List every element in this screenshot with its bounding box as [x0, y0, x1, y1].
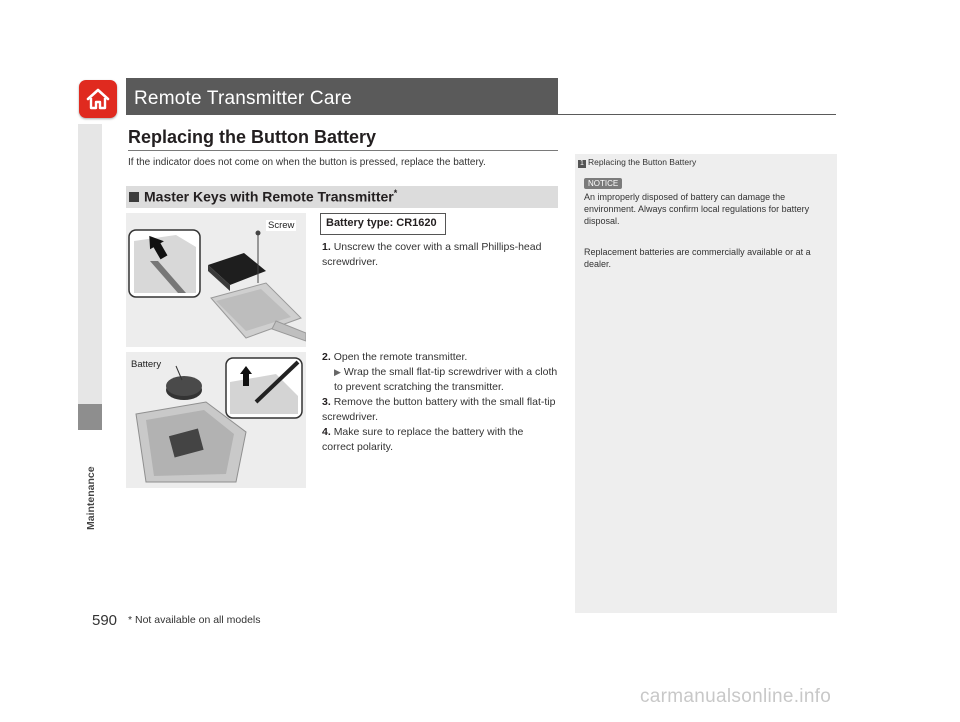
step-4: 4. Make sure to replace the battery with the correct polarity. — [322, 426, 524, 453]
page-title: Remote Transmitter Care — [134, 88, 352, 109]
intro-text: If the indicator does not come on when the button is pressed, replace the battery. — [128, 157, 486, 168]
figure-remove-battery — [126, 352, 306, 488]
step-2-substep: ▶ Wrap the small flat-tip screwdriver with a cloth to prevent scratching the transmitter. — [334, 366, 558, 393]
section-rule — [128, 150, 558, 151]
side-tab-bar — [78, 124, 102, 404]
home-icon — [85, 87, 111, 111]
panel-text-replacement: Replacement batteries are commercially available or at a dealer. — [584, 247, 811, 269]
square-bullet-icon — [129, 192, 139, 202]
screw-label: Screw — [268, 220, 295, 231]
page-number: 590 — [92, 612, 118, 629]
arrow-right-icon: ▶ — [334, 367, 341, 377]
panel-title: 1 Replacing the Button Battery — [578, 157, 696, 168]
side-tab-label: Maintenance — [85, 466, 97, 530]
sub-heading-text: Master Keys with Remote Transmitter — [144, 188, 394, 205]
side-tab-marker — [78, 404, 102, 430]
step-2: 2. Open the remote transmitter. — [322, 351, 468, 363]
steps-2-4 — [322, 350, 558, 455]
step-1: 1. Unscrew the cover with a small Phillips-head screwdriver. — [322, 241, 542, 268]
footnote-mark: * — [393, 188, 398, 198]
figure-unscrew-cover — [126, 213, 306, 347]
sub-heading — [126, 186, 558, 208]
panel-text-disposal: An improperly disposed of battery can damage the environment. Always confirm local regulations for battery disposal. — [584, 192, 810, 226]
step-3: 3. Remove the button battery with the small flat-tip screwdriver. — [322, 396, 556, 423]
battery-label: Battery — [131, 359, 162, 370]
watermark: carmanualsonline.info — [640, 686, 832, 707]
notice-badge: NOTICE — [584, 178, 622, 189]
battery-type-box: Battery type: CR1620 — [320, 213, 446, 235]
header-rule — [558, 114, 836, 115]
section-title: Replacing the Button Battery — [128, 127, 377, 147]
footnote: * Not available on all models — [128, 614, 261, 626]
home-button[interactable] — [79, 80, 117, 118]
reference-icon: 1 — [578, 160, 586, 168]
